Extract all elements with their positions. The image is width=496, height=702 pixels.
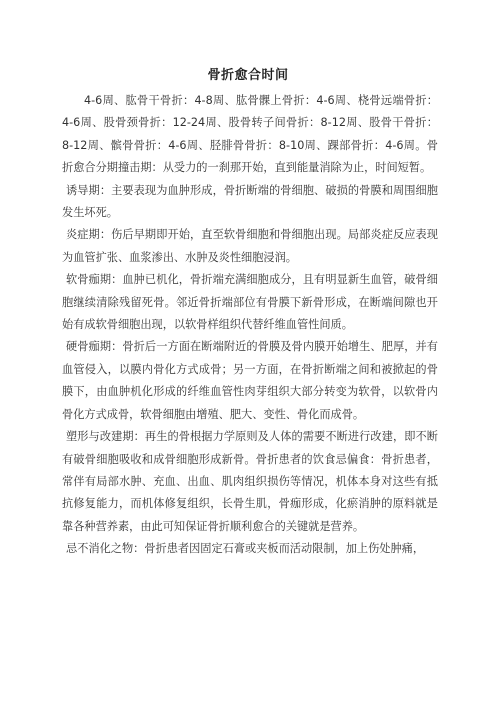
paragraph-avoid-indigestible: 忌不消化之物：骨折患者因固定石膏或夹板而活动限制，加上伤处肿痛， xyxy=(66,542,425,556)
paragraph-soft-callus-phase: 软骨痂期：血肿已机化，骨折端充满细胞成分，且有明显新生血管，破骨细胞继续清除残留死骨。邻近骨折端部位有骨膜下新骨形成，在断端间隙也开始有成软骨细胞出现，以软骨样组织代替纤维血管性间质。 xyxy=(62,273,438,332)
paragraph-hard-callus-phase: 硬骨痂期：骨折后一方面在断端附近的骨膜及骨内膜开始增生、肥厚，并有血管侵入，以膜内骨化方式成骨；另一方面，在骨折断端之间和被掀起的骨膜下，由血肿机化形成的纤维血管性肉芽组织大部分转变为软骨，以软骨内骨化方式成骨，软骨细胞由增殖、肥大、变性、骨化而成骨。 xyxy=(62,340,438,421)
paragraph-inflammation-phase: 炎症期：伤后早期即开始，直至软骨细胞和骨细胞出现。局部炎症反应表现为血管扩张、血浆渗出、水肿及炎性细胞浸润。 xyxy=(62,228,438,264)
document-title: 骨折愈合时间 xyxy=(207,68,289,83)
paragraph-induction-phase: 诱导期：主要表现为血肿形成，骨折断端的骨细胞、破损的骨膜和周围细胞发生坏死。 xyxy=(62,183,438,220)
document-body xyxy=(62,90,438,561)
paragraph-remodeling-phase: 塑形与改建期：再生的骨根据力学原则及人体的需要不断进行改建，即不断有破骨细胞吸收和成骨细胞形成新骨。骨折患者的饮食忌偏食：骨折患者，常伴有局部水肿、充血、出血、肌肉组织损伤等情况，机体本身对这些有抵抗修复能力，而机体修复组织，长骨生肌，骨痂形成，化瘀消肿的原料就是靠各种营养素，由此可知保证骨折顺利愈合的关键就是营养。 xyxy=(62,430,438,533)
paragraph-fracture-times: 4-6周、肱骨干骨折：4-8周、肱骨髁上骨折：4-6周、桡骨远端骨折：4-6周、股骨颈骨折：12-24周、股骨转子间骨折：8-12周、股骨干骨折：8-12周、髌骨骨折：4-6周、胫腓骨骨折：8-10周、踝部骨折：4-6周。骨折愈合分期撞击期：从受力的一刹那开始，直到能量消除为止，时间短暂。 xyxy=(62,94,438,175)
